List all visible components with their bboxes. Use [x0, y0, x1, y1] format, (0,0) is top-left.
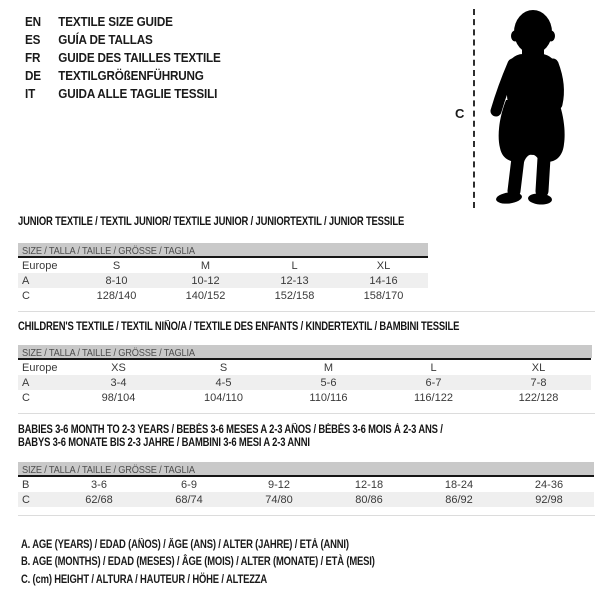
- column-header: S: [112, 259, 121, 272]
- height-measure-dashed-line: [473, 9, 475, 208]
- junior-size-table: [18, 256, 428, 303]
- column-header: XL: [531, 361, 546, 374]
- cell: 110/116: [309, 391, 348, 404]
- column-header: M: [323, 361, 334, 374]
- row-label: A: [22, 376, 30, 389]
- section-divider: [18, 515, 595, 516]
- size-header-bar: [18, 243, 428, 256]
- cell: 3-6: [91, 478, 107, 491]
- cell: 9-12: [267, 478, 291, 491]
- height-measure-label: C: [455, 106, 465, 121]
- cell: 18-24: [444, 478, 474, 491]
- column-header: L: [291, 259, 298, 272]
- cell: 158/170: [363, 289, 404, 302]
- language-title-list: [25, 13, 221, 103]
- row-label: C: [22, 493, 30, 506]
- cell: 12-13: [280, 274, 309, 287]
- section-divider: [18, 311, 595, 312]
- babies-size-table: [18, 475, 594, 507]
- row-label: C: [22, 391, 30, 404]
- size-header-label: SIZE / TALLA / TAILLE / GRÖSSE / TAGLIA: [22, 245, 195, 256]
- size-header-bar: [18, 345, 592, 358]
- cell: 152/158: [274, 289, 315, 302]
- section-heading: CHILDREN'S TEXTILE / TEXTIL NIÑO/A / TEXTILE DES ENFANTS / KINDERTEXTIL / BAMBINI TESSILE: [18, 321, 460, 333]
- cell: 128/140: [96, 289, 137, 302]
- language-title: GUIDE DES TAILLES TEXTILE: [58, 50, 221, 65]
- column-header: L: [430, 361, 437, 374]
- cell: 3-4: [110, 376, 127, 389]
- footnote: A. AGE (YEARS) / EDAD (AÑOS) / ÂGE (ANS) / ALTER (JAHRE) / ETÀ (ANNI): [21, 539, 349, 551]
- cell: 68/74: [175, 493, 203, 506]
- column-header: M: [200, 259, 211, 272]
- language-code: IT: [25, 86, 36, 101]
- cell: 6-9: [181, 478, 197, 491]
- children-size-table: [18, 358, 591, 405]
- language-code: DE: [25, 68, 41, 83]
- language-code: ES: [25, 32, 41, 47]
- size-header-label: SIZE / TALLA / TAILLE / GRÖSSE / TAGLIA: [22, 347, 195, 358]
- section-junior-textile: [18, 216, 595, 312]
- cell: 140/152: [185, 289, 226, 302]
- row-label: C: [22, 289, 30, 302]
- language-title: GUÍA DE TALLAS: [58, 32, 153, 47]
- cell: 74/80: [265, 493, 293, 506]
- cell: 122/128: [518, 391, 559, 404]
- table-row: [18, 390, 591, 405]
- language-code: FR: [25, 50, 41, 65]
- cell: 80/86: [355, 493, 383, 506]
- row-label: A: [22, 274, 30, 287]
- language-title: GUIDA ALLE TAGLIE TESSILI: [58, 86, 218, 101]
- cell: 104/110: [204, 391, 243, 404]
- footnote: B. AGE (MONTHS) / EDAD (MESES) / ÂGE (MOIS) / ALTER (MONATE) / ETÀ (MESI): [21, 556, 375, 569]
- footnotes: [21, 537, 375, 589]
- toddler-silhouette-image: [479, 8, 571, 208]
- column-header: XL: [376, 259, 391, 272]
- size-header-label: SIZE / TALLA / TAILLE / GRÖSSE / TAGLIA: [22, 464, 195, 475]
- cell: 5-6: [320, 376, 337, 389]
- column-header: XS: [111, 361, 126, 374]
- section-heading-line2: BABYS 3-6 MONATE BIS 2-3 JAHRE / BAMBINI 3-6 MESI A 2-3 ANNI: [18, 437, 310, 449]
- table-row: [18, 273, 428, 288]
- row-label: B: [22, 478, 30, 491]
- cell: 7-8: [530, 376, 547, 389]
- table-row: [18, 476, 594, 492]
- language-title: TEXTILGRÖßENFÜHRUNG: [58, 68, 204, 83]
- language-row: [25, 49, 221, 67]
- cell: 14-16: [369, 274, 398, 287]
- table-row: [18, 375, 591, 390]
- language-row: [25, 31, 221, 49]
- section-divider: [18, 413, 595, 414]
- language-title: TEXTILE SIZE GUIDE: [58, 14, 173, 29]
- table-row: [18, 492, 594, 507]
- cell: 8-10: [105, 274, 128, 287]
- table-header-row: [18, 359, 591, 375]
- language-row: [25, 13, 221, 31]
- cell: 10-12: [191, 274, 220, 287]
- language-code: EN: [25, 14, 41, 29]
- section-childrens-textile: [18, 321, 595, 414]
- language-row: [25, 67, 221, 85]
- footnote: C. (cm) HEIGHT / ALTURA / HAUTEUR / HÖHE / ALTEZZA: [21, 573, 268, 586]
- section-babies-textile: [18, 424, 595, 516]
- cell: 12-18: [354, 478, 384, 491]
- row-label: Europe: [22, 361, 58, 374]
- size-header-bar: [18, 462, 594, 475]
- table-header-row: [18, 257, 428, 273]
- table-row: [18, 288, 428, 303]
- cell: 24-36: [534, 478, 564, 491]
- cell: 6-7: [425, 376, 442, 389]
- section-heading: JUNIOR TEXTILE / TEXTIL JUNIOR/ TEXTILE JUNIOR / JUNIORTEXTIL / JUNIOR TESSILE: [18, 216, 405, 228]
- cell: 62/68: [85, 493, 113, 506]
- section-heading-line1: BABIES 3-6 MONTH TO 2-3 YEARS / BEBÉS 3-6 MESES A 2-3 AÑOS / BÉBÉS 3-6 MOIS À 2-3 ANS /: [18, 424, 443, 436]
- cell: 4-5: [215, 376, 232, 389]
- column-header: S: [219, 361, 228, 374]
- row-label: Europe: [22, 259, 58, 272]
- cell: 98/104: [101, 391, 136, 404]
- language-row: [25, 85, 221, 103]
- cell: 116/122: [414, 391, 453, 404]
- cell: 92/98: [535, 493, 563, 506]
- cell: 86/92: [445, 493, 473, 506]
